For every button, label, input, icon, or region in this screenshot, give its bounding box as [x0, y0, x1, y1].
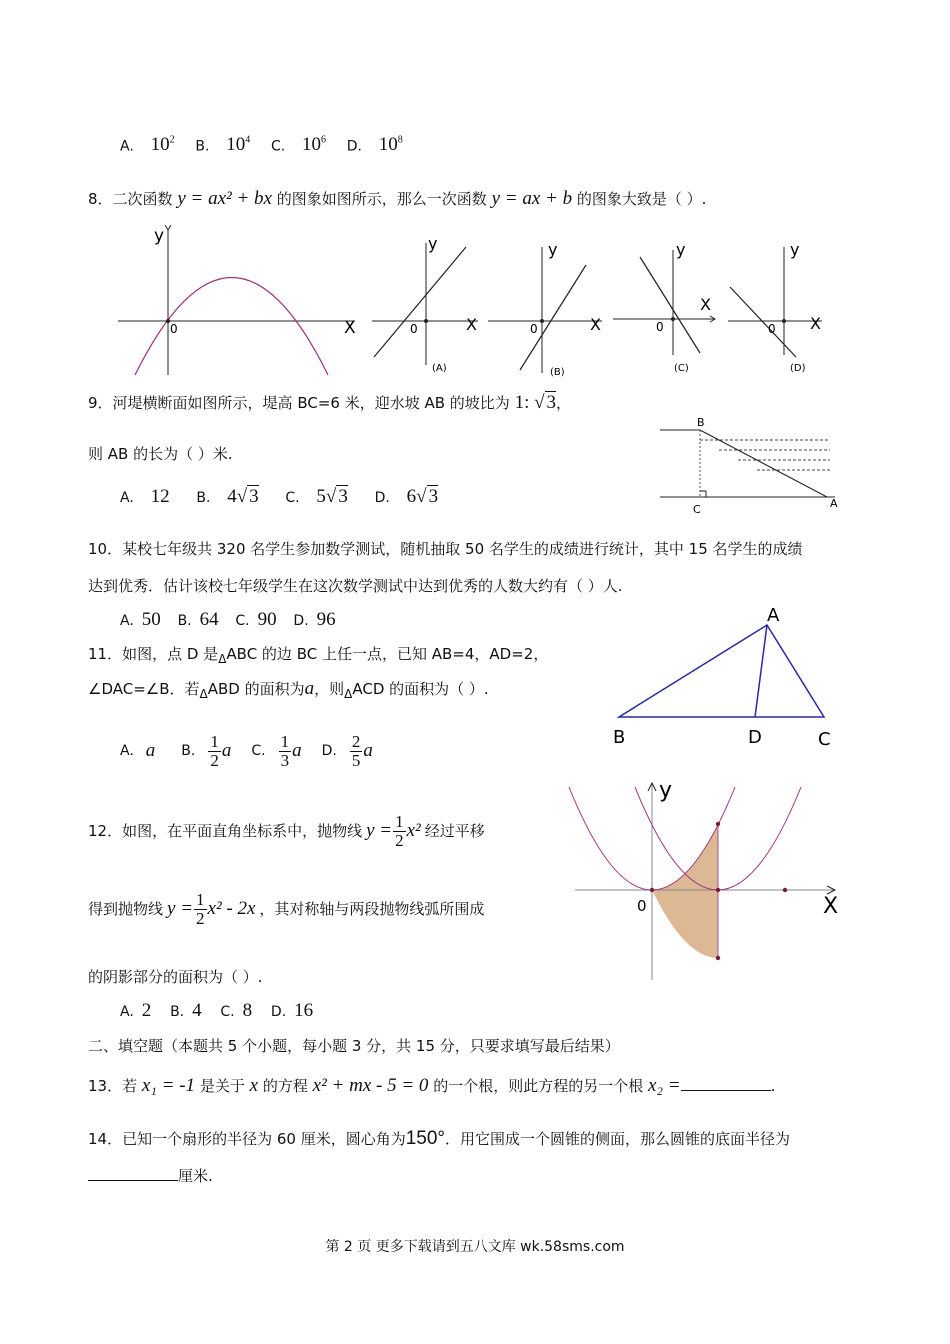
q7-d-base: 10	[378, 134, 398, 156]
q12-f2-den: 2	[196, 908, 205, 928]
q8-formula-quadratic: y = ax² + bx	[177, 188, 272, 209]
q13-equation: x² + mx - 5 = 0	[312, 1075, 429, 1096]
q8-d-y-label: y	[790, 240, 800, 259]
q12-f2-frac	[194, 891, 207, 928]
q11-question-line-1	[88, 643, 548, 670]
q12-option-b-label: B.	[170, 1004, 185, 1020]
q8-number: 8．	[88, 190, 113, 208]
q9-label-a: A	[830, 497, 838, 510]
q12-option-a-label: A.	[120, 1004, 134, 1020]
q12-formula-1	[366, 813, 421, 850]
q8-main-y-label: y	[154, 226, 165, 246]
q11-b-var: a	[221, 739, 232, 761]
q9-option-b: 4√ 3	[227, 486, 259, 507]
q8-d-caption: (D)	[790, 363, 806, 374]
q8-c-origin-dot	[671, 317, 675, 321]
q9-ratio-prefix: 1:	[514, 392, 530, 413]
q11-figure	[605, 603, 845, 753]
q9-option-d-label: D.	[374, 490, 390, 506]
q11-label-d: D	[748, 727, 762, 748]
q12-option-d-label: D.	[270, 1004, 287, 1020]
q7-d-exp: 8	[397, 135, 403, 146]
q7-b-exp: 4	[245, 135, 251, 146]
q9-option-a-label: A.	[120, 490, 134, 506]
q8-a-origin-label: 0	[410, 322, 418, 336]
q11-option-b	[207, 733, 231, 770]
q13-question	[88, 1075, 775, 1097]
q7-option-b-label: B.	[195, 138, 210, 155]
q11-text-5: ，则	[314, 680, 345, 698]
q12-f1-den: 2	[395, 830, 404, 850]
page-footer: 第 2 页 更多下载请到五八文库 wk.58sms.com	[325, 1239, 625, 1255]
q8-graph-b	[488, 240, 602, 378]
q13-x1: x₁ = -1	[141, 1075, 196, 1096]
q12-formula-2	[167, 891, 255, 928]
q8-c-y-label: y	[676, 240, 686, 259]
q8-main-x-label: X	[344, 318, 356, 338]
q13-answer-blank[interactable]	[681, 1076, 771, 1091]
q12-f2-tail: x² - 2x	[207, 897, 256, 919]
q11-b-frac	[208, 733, 221, 770]
q14-angle: 150°	[405, 1128, 446, 1149]
q12-option-b: 4	[192, 1000, 202, 1021]
q11-option-c-label: C.	[251, 743, 266, 759]
q13-text-2: 是关于	[199, 1077, 245, 1095]
q8-question	[88, 188, 706, 210]
q9-b-root: 3	[249, 486, 259, 507]
q8-main-y-arrow	[165, 225, 171, 230]
q7-option-a-label: A.	[120, 138, 134, 155]
q12-origin-label: 0	[637, 897, 647, 915]
q11-option-a: a	[145, 740, 156, 761]
q12-x-label: X	[823, 894, 839, 919]
q7-options	[120, 130, 403, 157]
q11-text-1: 11．如图，点 D 是	[88, 645, 219, 663]
q11-option-d	[349, 733, 373, 770]
q8-parabola	[135, 278, 328, 376]
q11-d-var: a	[363, 739, 373, 761]
q8-d-origin-dot	[782, 319, 786, 323]
q12-f1-tail: x²	[406, 819, 421, 841]
q8-text-3: 的图象大致是（ ）.	[576, 190, 707, 208]
q7-option-d-label: D.	[346, 138, 362, 155]
q8-graph-c	[613, 240, 715, 374]
q13-text-4: 的一个根，则此方程的另一个根	[433, 1077, 644, 1095]
q11-c-frac	[279, 733, 292, 770]
q11-segment-ad	[755, 625, 767, 717]
q12-point-top	[716, 822, 720, 826]
q12-question-line-2	[88, 886, 484, 932]
q12-text-2: 经过平移	[424, 822, 485, 840]
q9-text-end: ，	[556, 394, 572, 412]
q11-var-a: a	[304, 678, 315, 699]
q14-text-2: ．用它围成一个圆锥的侧面，那么圆锥的底面半径为	[445, 1130, 791, 1148]
q14-text-3: 厘米.	[178, 1167, 213, 1185]
q12-question-line-3: 的阴影部分的面积为（ ）.	[88, 968, 263, 986]
q14-question-line-1	[88, 1128, 790, 1150]
q8-a-origin-dot	[424, 319, 428, 323]
q11-text-2: ABC 的边 BC 上任一点，已知 AB=4，AD=2，	[226, 645, 549, 663]
q13-x: x	[249, 1075, 259, 1096]
q7-option-b	[226, 134, 250, 155]
q10-question-line-1: 10．某校七年级共 320 名学生参加数学测试，随机抽取 50 名学生的成绩进行统计，其中 15 名学生的成绩	[88, 540, 803, 558]
q11-text-6: ACD 的面积为（ ）.	[352, 680, 489, 698]
q10-option-d: 96	[316, 609, 336, 630]
q12-option-d: 16	[294, 1000, 314, 1021]
q7-option-d	[379, 134, 403, 155]
q9-options	[120, 486, 438, 509]
q11-option-d-label: D.	[321, 743, 337, 759]
q11-label-a: A	[767, 605, 780, 626]
q8-b-x-label: X	[590, 315, 601, 334]
q12-option-c-label: C.	[220, 1004, 235, 1020]
q12-point-vertex	[716, 956, 720, 960]
q10-option-a: 50	[141, 609, 161, 630]
q12-f1-lhs: y =	[366, 819, 393, 841]
q9-option-c-label: C.	[285, 490, 300, 506]
q8-a-y-label: y	[428, 234, 438, 253]
q12-f1-num: 1	[395, 811, 404, 831]
q7-c-base: 10	[301, 134, 321, 156]
q8-c-caption: (C)	[674, 363, 689, 374]
q12-option-c: 8	[242, 1000, 253, 1021]
q12-question-line-1	[88, 808, 485, 854]
q9-question-line-1	[88, 392, 571, 414]
q7-a-base: 10	[150, 134, 170, 156]
q11-text-4: ABD 的面积为	[207, 680, 305, 698]
q13-x2: x₂ =	[648, 1075, 681, 1096]
section-2-heading: 二、填空题（本题共 5 个小题，每小题 3 分，共 15 分，只要求填写最后结果）	[88, 1037, 620, 1055]
q12-options	[120, 1000, 313, 1023]
q12-shaded-region	[652, 824, 718, 958]
q12-point-axis	[716, 888, 720, 892]
q11-c-den: 3	[280, 750, 290, 770]
q8-figures	[110, 225, 840, 380]
q10-options	[120, 609, 336, 632]
q13-text-end: .	[770, 1077, 776, 1095]
q7-option-a	[151, 134, 175, 155]
q11-triangle-symbol-1: Δ	[218, 652, 227, 666]
q12-f2-num: 1	[196, 889, 205, 909]
q10-question-line-2: 达到优秀．估计该校七年级学生在这次数学测试中达到优秀的人数大约有（ ）人.	[88, 577, 623, 595]
q9-option-a	[151, 486, 170, 507]
q10-option-c: 90	[257, 609, 277, 630]
q8-graph-a	[372, 234, 478, 374]
q11-option-c	[278, 733, 302, 770]
q8-d-x-label: X	[810, 314, 821, 333]
q13-text-1: 13．若	[88, 1077, 138, 1095]
q11-option-a-label: A.	[120, 743, 134, 759]
q11-b-den: 2	[210, 750, 219, 770]
q9-text-1: 9．河堤横断面如图所示，堤高 BC=6 米，迎水坡 AB 的坡比为	[88, 394, 510, 412]
q10-option-d-label: D.	[293, 613, 309, 629]
q11-text-3: ∠DAC=∠B．若	[88, 680, 200, 698]
q8-text-2: 的图象如图所示，那么一次函数	[276, 190, 487, 208]
q11-option-b-label: B.	[181, 743, 196, 759]
q12-point-origin	[650, 888, 654, 892]
q9-b-coef: 4	[227, 486, 237, 507]
q8-formula-linear: y = ax + b	[491, 188, 573, 209]
q12-text-4: ，其对称轴与两段抛物线弧所围成	[259, 900, 485, 918]
q9-d-coef: 6	[406, 486, 417, 507]
q12-text-3: 得到抛物线	[88, 900, 164, 918]
q8-d-line	[730, 287, 796, 357]
q8-graph-d	[728, 240, 822, 374]
q8-b-caption: (B)	[550, 367, 565, 378]
q9-right-angle	[700, 491, 706, 497]
q8-text-1: 二次函数	[112, 190, 173, 208]
q9-label-c: C	[693, 503, 701, 516]
q8-main-origin-label: 0	[170, 322, 178, 336]
q9-option-b-label: B.	[196, 490, 211, 506]
q9-a-coef: 12	[150, 486, 170, 507]
q7-b-base: 10	[226, 134, 246, 156]
q12-figure	[565, 775, 845, 985]
q11-d-frac	[350, 733, 363, 770]
q11-triangle-symbol-3: Δ	[344, 687, 353, 701]
q8-b-origin-label: 0	[530, 322, 538, 336]
q12-y-label: y	[659, 778, 673, 803]
q11-label-c: C	[818, 729, 831, 750]
q8-c-origin-label: 0	[656, 320, 664, 334]
q12-f2-lhs: y =	[167, 897, 194, 919]
q7-option-c	[302, 134, 326, 155]
q11-c-num: 1	[280, 731, 290, 751]
q9-label-b: B	[697, 416, 705, 429]
q11-triangle-abc	[619, 625, 824, 717]
q8-b-line	[520, 265, 586, 370]
q9-figure	[655, 412, 845, 520]
q12-point-root	[783, 888, 787, 892]
q10-option-c-label: C.	[235, 613, 250, 629]
q12-option-a: 2	[141, 1000, 152, 1021]
q8-a-caption: (A)	[432, 363, 447, 374]
q10-option-a-label: A.	[120, 613, 134, 629]
q9-d-root: 3	[428, 486, 439, 507]
q9-option-c: 5√ 3	[316, 486, 348, 507]
q9-ratio-root: 3	[546, 392, 557, 413]
q14-answer-blank[interactable]	[88, 1166, 178, 1181]
q11-question-line-2	[88, 678, 489, 705]
q7-option-c-label: C.	[270, 138, 286, 155]
q11-b-num: 1	[210, 731, 219, 751]
q8-c-x-label: X	[700, 295, 711, 314]
q8-a-x-label: X	[466, 315, 477, 334]
q14-text-1: 14．已知一个扇形的半径为 60 厘米，圆心角为	[88, 1130, 406, 1148]
q7-c-exp: 6	[320, 135, 326, 146]
q14-question-line-2	[88, 1165, 213, 1187]
q7-a-exp: 2	[169, 135, 175, 146]
q12-f1-frac	[393, 813, 406, 850]
q8-a-line	[374, 247, 466, 357]
q8-c-line	[640, 257, 700, 353]
q9-ratio: 1: √ 3	[514, 392, 557, 413]
q11-d-den: 5	[351, 750, 361, 770]
q10-option-b: 64	[199, 609, 219, 630]
q11-c-var: a	[292, 739, 302, 761]
q9-question-line-2: 则 AB 的长为（ ）米.	[88, 445, 233, 463]
q8-b-y-label: y	[548, 240, 558, 259]
q11-triangle-symbol-2: Δ	[199, 687, 208, 701]
q8-b-origin-dot	[540, 319, 544, 323]
q8-d-origin-label: 0	[768, 322, 776, 336]
q11-label-b: B	[613, 727, 626, 748]
q10-option-b-label: B.	[177, 613, 192, 629]
q9-c-coef: 5	[316, 486, 326, 507]
q13-text-3: 的方程	[262, 1077, 308, 1095]
q9-option-d: 6√ 3	[406, 486, 439, 507]
q11-options	[120, 728, 373, 774]
q12-text-1: 12．如图，在平面直角坐标系中，抛物线	[88, 822, 363, 840]
q11-d-num: 2	[351, 731, 361, 751]
q9-c-root: 3	[338, 486, 348, 507]
q8-main-graph	[118, 225, 356, 375]
